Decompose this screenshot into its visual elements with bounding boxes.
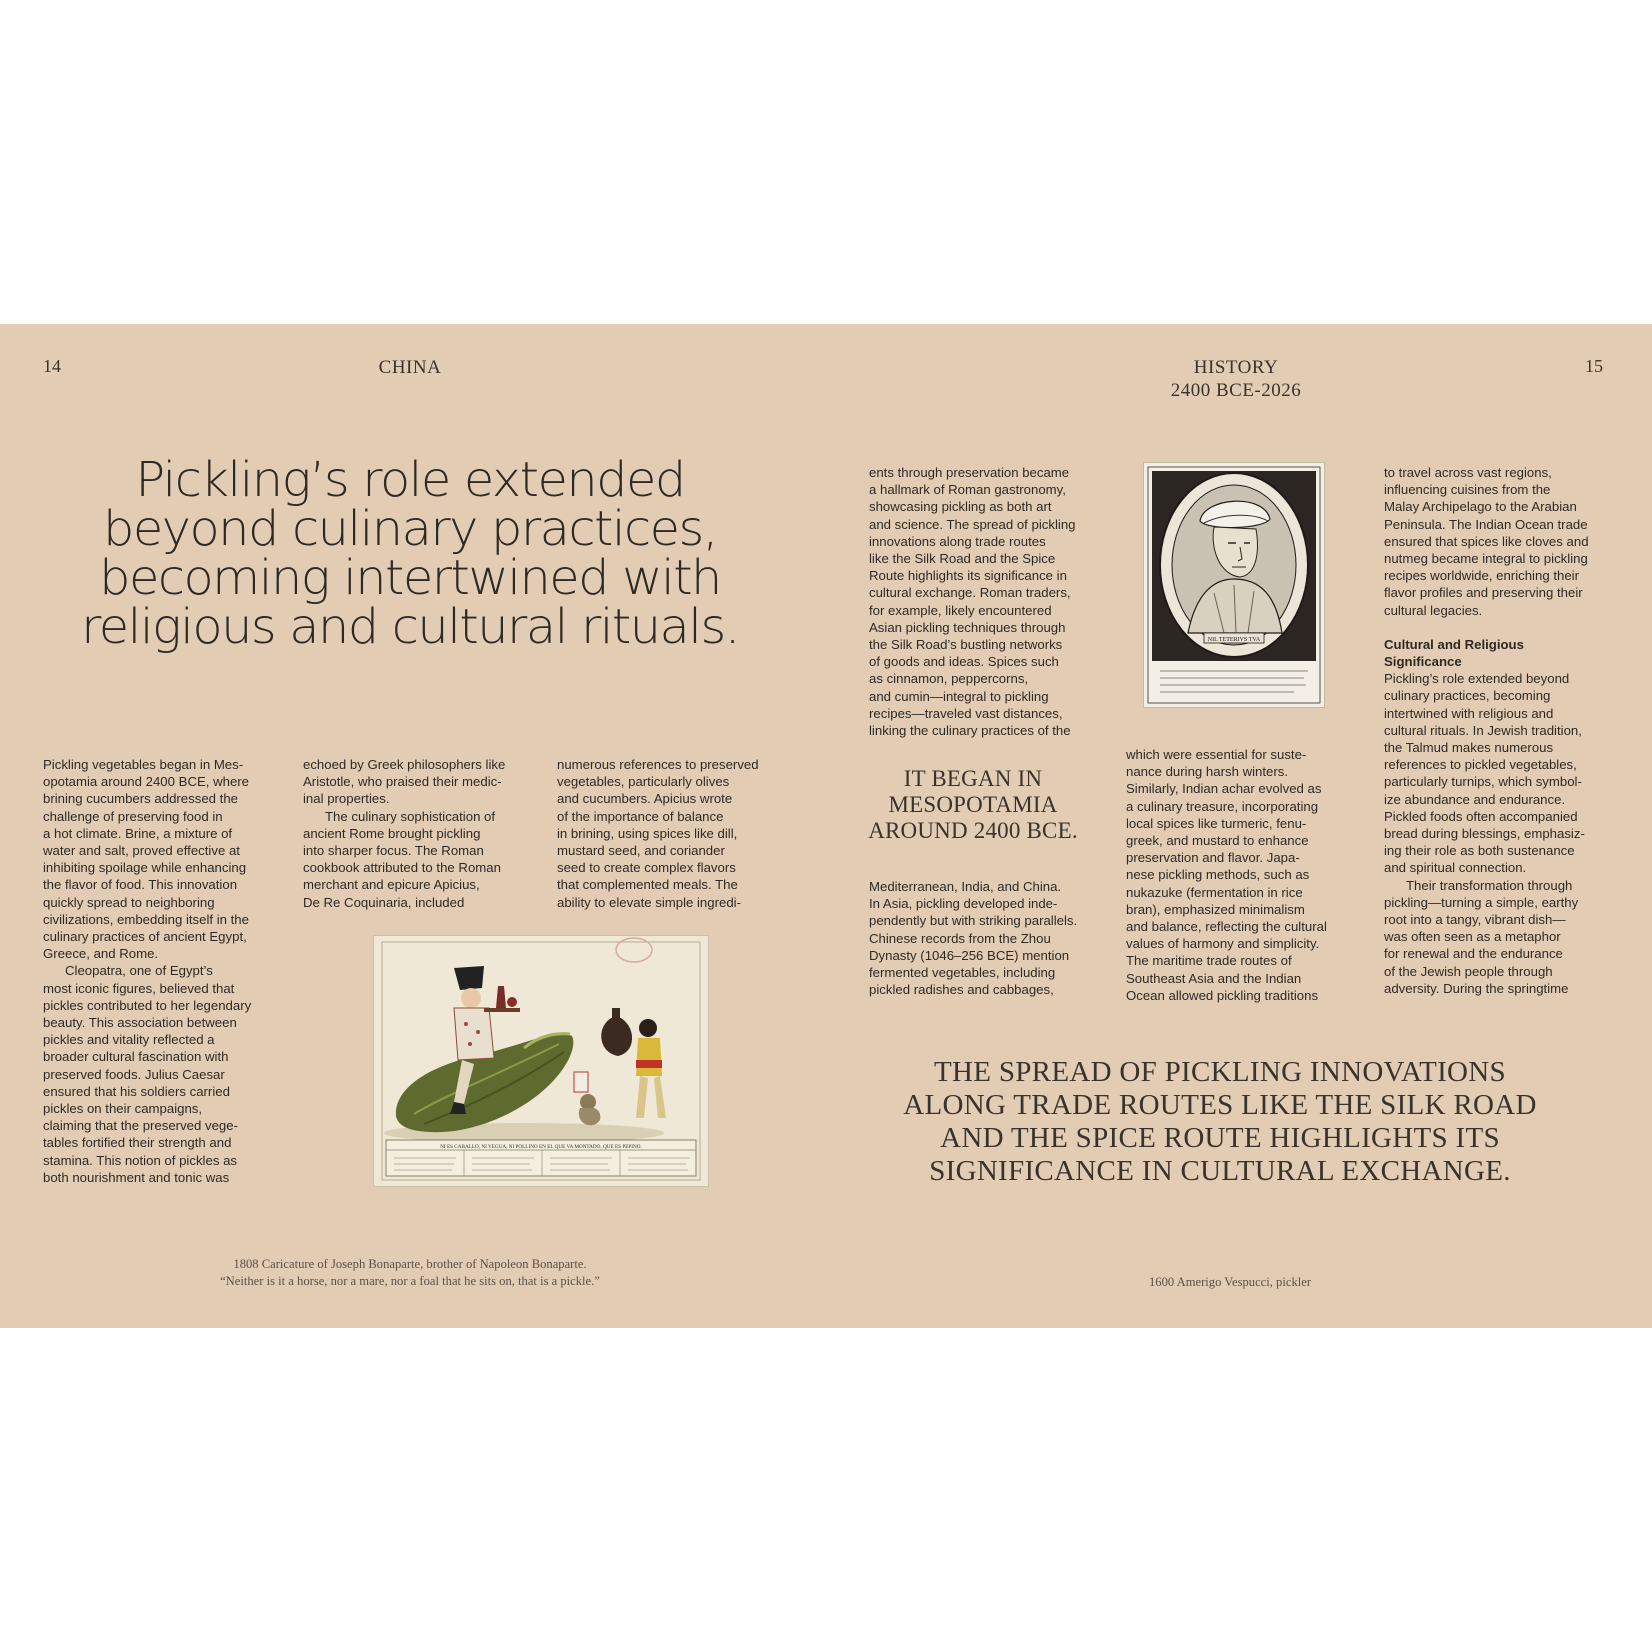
text-line: preservation and flavor. Japa- [1126,850,1300,866]
headline [29,452,791,655]
text-line: of the importance of balance [557,808,724,824]
text-line: opotamia around 2400 BCE, where [43,774,250,790]
pull-quote-line: MESOPOTAMIA [888,792,1058,817]
text-line: beauty. This association between [43,1015,237,1031]
text-line: ensured that spices like cloves and [1384,533,1589,549]
caption-line: “Neither is it a horse, nor a mare, nor a foal that he sits on, that is a pickle.” [220,1274,600,1288]
big-pull-line: ALONG TRADE ROUTES LIKE THE SILK ROAD [903,1089,1537,1121]
caricature-illustration [374,936,708,1186]
big-pull-quote [900,1056,1540,1188]
text-line: in brining, using spices like dill, [557,825,738,841]
text-line: Dynasty (1046–256 BCE) mention [869,947,1070,963]
caricature-banner-text: NI ES CABALLO, NI YEGUA, NI POLLINO EN EL QUE VA MONTADO, QUE ES PEPINO. [440,1144,642,1150]
text-line: vegetables, particularly olives [557,774,730,790]
text-line: a hallmark of Roman gastronomy, [869,482,1066,498]
pull-quote [860,766,1086,844]
text-line: showcasing pickling as both art [869,499,1052,515]
text-line: Aristotle, who praised their medic- [303,774,502,790]
running-head-line: 2400 BCE-2026 [1170,380,1302,401]
right-running-head [1116,356,1356,402]
text-line: merchant and epicure Apicius, [303,877,480,893]
text-line: claiming that the preserved vege- [43,1118,238,1134]
text-line: civilizations, embedding itself in the [43,911,249,927]
subhead-line: Cultural and Religious [1384,636,1524,652]
text-line: was often seen as a metaphor [1384,929,1561,945]
left-column-2 [303,756,533,911]
left-column-3 [557,756,787,911]
text-line: numerous references to preserved [557,757,759,772]
text-line: recipes worldwide, enriching their [1384,568,1579,584]
text-line: Their transformation through [1406,877,1573,893]
text-line: into sharper focus. The Roman [303,843,484,859]
text-line: mustard seed, and coriander [557,843,725,859]
text-line: Southeast Asia and the Indian [1126,970,1302,986]
section-subhead [1384,636,1614,670]
big-pull-line: THE SPREAD OF PICKLING INNOVATIONS [934,1056,1506,1088]
text-line: as cinnamon, peppercorns, [869,671,1029,687]
text-line: linking the culinary practices of the [869,723,1071,739]
text-line: and balance, reflecting the cultural [1126,919,1327,935]
text-line: quickly spread to neighboring [43,894,215,910]
book-spread [0,324,1652,1328]
text-line: Route highlights its significance in [869,568,1067,584]
subhead-line: Significance [1384,654,1462,670]
text-line: the Silk Road’s bustling networks [869,637,1063,653]
text-line: echoed by Greek philosophers like [303,757,506,772]
text-line: the Talmud makes numerous [1384,740,1554,756]
text-line: The culinary sophistication of [325,808,496,824]
left-running-head: CHINA [378,357,442,378]
text-line: fermented vegetables, including [869,965,1056,981]
headline-line: religious and cultural rituals. [81,599,739,655]
pull-quote-line: IT BEGAN IN [903,766,1043,791]
text-line: nance during harsh winters. [1126,764,1289,780]
text-line: nutmeg became integral to pickling [1384,551,1588,567]
text-line: The maritime trade routes of [1126,953,1292,969]
text-line: De Re Coquinaria, included [303,894,465,910]
right-page-number: 15 [1585,356,1603,376]
text-line: innovations along trade routes [869,533,1046,549]
text-line: and cumin—integral to pickling [869,688,1049,704]
text-line: Asian pickling techniques through [869,619,1066,635]
text-line: cultural legacies. [1384,602,1483,618]
right-column-1-bottom [869,878,1099,998]
text-line: Pickled foods often accompanied [1384,808,1578,824]
text-line: the flavor of food. This innovation [43,877,238,893]
text-line: pickling—turning a simple, earthy [1384,894,1579,910]
text-line: Cleopatra, one of Egypt’s [65,963,213,979]
text-line: adversity. During the springtime [1384,980,1569,996]
big-pull-line: SIGNIFICANCE IN CULTURAL EXCHANGE. [929,1155,1511,1187]
text-line: challenge of preserving food in [43,808,223,824]
text-line: both nourishment and tonic was [43,1169,230,1185]
text-line: intertwined with religious and [1384,705,1554,721]
left-page-number: 14 [43,356,61,376]
text-line: Chinese records from the Zhou [869,930,1051,946]
text-line: inal properties. [303,791,390,807]
headline-line: Pickling’s role extended [135,452,685,508]
caricature-drawing [374,936,708,1186]
text-line: pendently but with striking parallels. [869,913,1078,929]
text-line: cultural rituals. In Jewish tradition, [1384,722,1582,738]
text-line: a hot climate. Brine, a mixture of [43,825,233,841]
text-line: local spices like turmeric, fenu- [1126,815,1307,831]
text-line: nukazuke (fermentation in rice [1126,884,1303,900]
text-line: that complemented meals. The [557,877,738,893]
text-line: bran), emphasized minimalism [1126,901,1305,917]
text-line: pickles contributed to her legendary [43,997,252,1013]
text-line: influencing cuisines from the [1384,482,1551,498]
text-line: values of harmony and simplicity. [1126,936,1320,952]
text-line: brining cucumbers addressed the [43,791,238,807]
text-line: greek, and mustard to enhance [1126,833,1309,849]
text-line: of the Jewish people through [1384,963,1553,979]
right-column-1-top [869,464,1099,739]
text-line: for example, likely encountered [869,602,1052,618]
right-column-3-top [1384,464,1614,619]
running-head-line: HISTORY [1193,357,1279,378]
headline-line: beyond culinary practices, [103,501,717,557]
text-line: Ocean allowed pickling traditions [1126,987,1319,1003]
right-column-3 [1384,464,1614,997]
text-line: stamina. This notion of pickles as [43,1152,238,1168]
text-line: Greece, and Rome. [43,946,159,962]
portrait-engraving [1144,463,1324,707]
text-line: bread during blessings, emphasiz- [1384,826,1585,842]
text-line: Malay Archipelago to the Arabian [1384,499,1577,515]
right-column-3-bottom [1384,670,1614,997]
text-line: preserved foods. Julius Caesar [43,1066,225,1082]
text-line: ability to elevate simple ingredi- [557,894,741,910]
pull-quote-line: AROUND 2400 BCE. [868,818,1078,843]
headline-line: becoming intertwined with [99,550,721,606]
text-line: recipes—traveled vast distances, [869,705,1063,721]
text-line: ing their role as both sustenance [1384,843,1575,859]
text-line: Pickling’s role extended beyond [1384,671,1570,687]
text-line: inhibiting spoilage while enhancing [43,860,247,876]
text-line: seed to create complex flavors [557,860,736,876]
text-line: Pickling vegetables began in Mes- [43,757,244,772]
text-line: and cucumbers. Apicius wrote [557,791,733,807]
text-line: flavor profiles and preserving their [1384,585,1583,601]
caricature-caption [150,1256,670,1290]
portrait-banner-text: NIL TETERIVS TVA [1207,637,1261,643]
text-line: and spiritual connection. [1384,860,1527,876]
text-line: pickles on their campaigns, [43,1101,203,1117]
text-line: ize abundance and endurance. [1384,791,1566,807]
text-line: most iconic figures, believed that [43,980,235,996]
text-line: nese pickling methods, such as [1126,867,1310,883]
text-line: pickled radishes and cabbages, [869,982,1054,998]
text-line: Mediterranean, India, and China. [869,879,1062,894]
portrait-drawing [1144,463,1324,707]
text-line: cultural exchange. Roman traders, [869,585,1071,601]
right-column-2 [1126,746,1356,1004]
text-line: broader cultural fascination with [43,1049,229,1065]
text-line: ancient Rome brought pickling [303,825,481,841]
text-line: a culinary treasure, incorporating [1126,798,1319,814]
text-line: root into a tangy, vibrant dish— [1384,912,1566,928]
text-line: tables fortified their strength and [43,1135,232,1151]
text-line: particularly turnips, which symbol- [1384,774,1582,790]
text-line: culinary practices, becoming [1384,688,1551,704]
text-line: like the Silk Road and the Spice [869,551,1056,567]
text-line: cookbook attributed to the Roman [303,860,501,876]
text-line: water and salt, proved effective at [43,843,240,859]
text-line: pickles and vitality reflected a [43,1032,215,1048]
text-line: ensured that his soldiers carried [43,1083,230,1099]
text-line: Peninsula. The Indian Ocean trade [1384,516,1588,532]
text-line: and science. The spread of pickling [869,516,1076,532]
text-line: which were essential for suste- [1126,747,1307,762]
left-column-1 [43,756,273,1186]
text-line: ents through preservation became [869,465,1070,480]
text-line: Similarly, Indian achar evolved as [1126,781,1322,797]
portrait-caption: 1600 Amerigo Vespucci, pickler [1148,1275,1312,1289]
text-line: In Asia, pickling developed inde- [869,896,1058,912]
caption-line: 1808 Caricature of Joseph Bonaparte, brother of Napoleon Bonaparte. [233,1257,587,1271]
text-line: to travel across vast regions, [1384,465,1552,480]
text-line: of goods and ideas. Spices such [869,654,1059,670]
text-line: references to pickled vegetables, [1384,757,1577,773]
text-line: for renewal and the endurance [1384,946,1563,962]
big-pull-line: AND THE SPICE ROUTE HIGHLIGHTS ITS [940,1122,1500,1154]
text-line: culinary practices of ancient Egypt, [43,929,247,945]
